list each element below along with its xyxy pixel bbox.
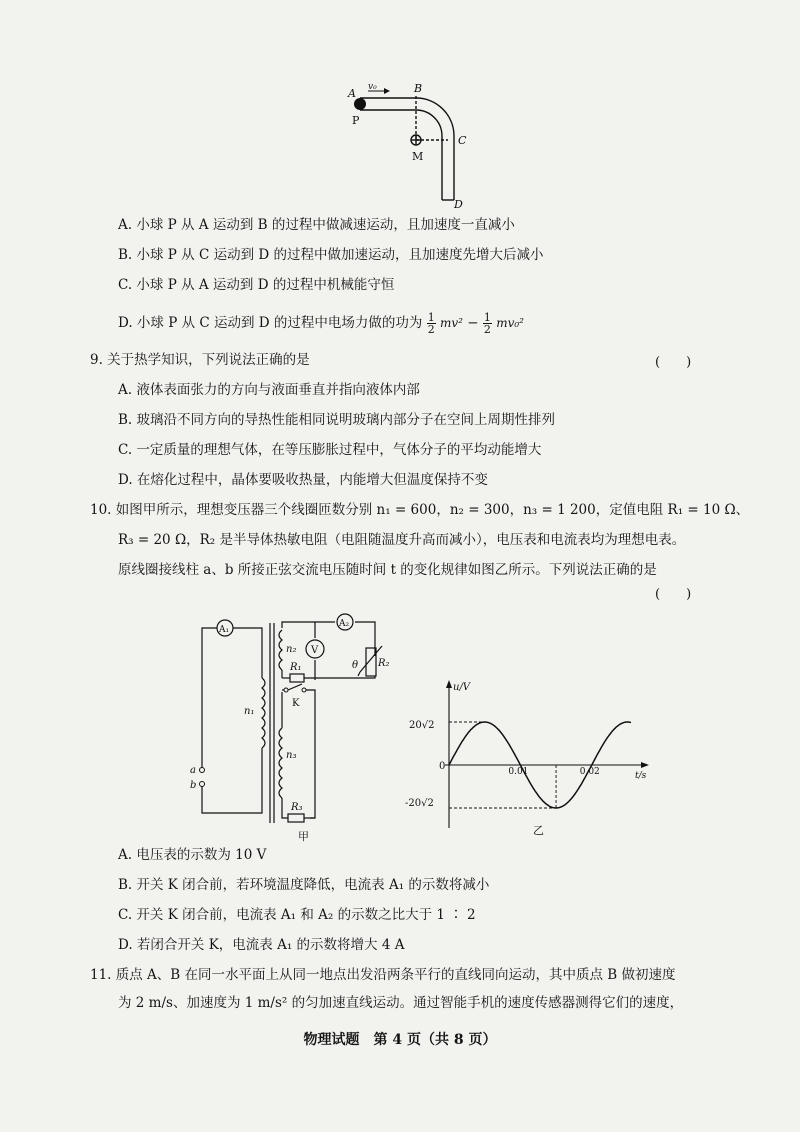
label-n2: n₂ — [286, 644, 297, 655]
q10-stem-line2: R₃ = 20 Ω，R₂ 是半导体热敏电阻（电阻随温度升高而减小），电压表和电流表均为理想电表。 — [118, 532, 686, 548]
y-tick-min: -20√2 — [405, 798, 434, 809]
label-R3: R₃ — [291, 802, 303, 813]
x-tick-0.01: 0.01 — [508, 767, 529, 777]
tube-figure — [340, 80, 490, 210]
label-P: P — [352, 114, 360, 127]
label-theta: θ — [352, 660, 359, 671]
q10-option-a: A. 电压表的示数为 10 V — [118, 847, 267, 863]
q9-option-a: A. 液体表面张力的方向与液面垂直并指向液体内部 — [118, 382, 420, 398]
q9-option-c: C. 一定质量的理想气体，在等压膨胀过程中，气体分子的平均动能增大 — [118, 442, 542, 458]
voltmeter-label: V — [311, 645, 319, 656]
q11-stem-line2: 为 2 m/s、加速度为 1 m/s² 的匀加速直线运动。通过智能手机的速度传感器测得它们的速度， — [118, 995, 684, 1011]
label-A: A — [348, 87, 356, 100]
q10-stem-line3: 原线圈接线柱 a、b 所接正弦交流电压随时间 t 的变化规律如图乙所示。下列说法正确的是 — [118, 562, 657, 578]
q10-option-c: C. 开关 K 闭合前，电流表 A₁ 和 A₂ 的示数之比大于 1 ∶ 2 — [118, 907, 476, 923]
label-R1: R₁ — [290, 662, 302, 673]
fraction-half-2: $\frac{1}{2}$ — [483, 311, 491, 336]
fraction-half-1: $\frac{1}{2}$ — [427, 311, 435, 336]
label-b: b — [190, 780, 197, 791]
label-n1: n₁ — [244, 706, 255, 717]
label-D: D — [454, 198, 463, 210]
transformer-circuit — [180, 608, 390, 848]
ammeter-a2-label: A₂ — [339, 619, 350, 629]
q9-answer-paren: ( ) — [655, 355, 692, 370]
label-B: B — [414, 82, 423, 95]
term-mv0-2: mv₀² — [496, 316, 524, 330]
chart-caption: 乙 — [533, 824, 544, 837]
q8-option-d-text: D. 小球 P 从 C 运动到 D 的过程中电场力做的功为 — [118, 315, 423, 331]
label-C: C — [458, 134, 467, 147]
ammeter-a1-label: A₁ — [219, 625, 230, 635]
label-a: a — [190, 765, 196, 776]
label-M: M — [412, 150, 424, 163]
q8-option-a: A. 小球 P 从 A 运动到 B 的过程中做减速运动，且加速度一直减小 — [118, 217, 515, 233]
q8-option-d — [118, 312, 524, 335]
q10-option-b: B. 开关 K 闭合前，若环境温度降低，电流表 A₁ 的示数将减小 — [118, 877, 490, 893]
label-v0: v₀ — [368, 82, 377, 92]
x-axis-label: t/s — [635, 771, 647, 781]
circuit-caption: 甲 — [298, 830, 309, 843]
y-tick-max: 20√2 — [409, 720, 435, 731]
label-R2: R₂ — [378, 658, 390, 669]
y-axis-label: u/V — [453, 682, 471, 693]
page-footer: 物理试题 第 4 页（共 8 页） — [303, 1032, 497, 1048]
origin-label: 0 — [439, 761, 446, 772]
q10-option-d: D. 若闭合开关 K，电流表 A₁ 的示数将增大 4 A — [118, 937, 405, 953]
q11-stem-line1: 11. 质点 A、B 在同一水平面上从同一地点出发沿两条平行的直线同向运动，其中质点 B 做初速度 — [90, 967, 676, 983]
voltage-waveform-chart — [405, 678, 655, 838]
q10-stem-line1: 10. 如图甲所示，理想变压器三个线圈匝数分别 n₁ = 600，n₂ = 300，n₃ = 1 200，定值电阻 R₁ = 10 Ω、 — [90, 502, 750, 518]
x-tick-0.02: 0.02 — [579, 767, 600, 777]
label-K: K — [292, 698, 300, 709]
q9-stem: 9. 关于热学知识，下列说法正确的是 — [90, 352, 310, 368]
q8-option-b: B. 小球 P 从 C 运动到 D 的过程中做加速运动，且加速度先增大后减小 — [118, 247, 544, 263]
label-n3: n₃ — [286, 750, 297, 761]
q10-answer-paren: ( ) — [655, 587, 692, 602]
q9-option-d: D. 在熔化过程中，晶体要吸收热量，内能增大但温度保持不变 — [118, 472, 488, 488]
term-mv2: mv² — [440, 316, 463, 330]
q9-option-b: B. 玻璃沿不同方向的导热性能相同说明玻璃内部分子在空间上周期性排列 — [118, 412, 556, 428]
q8-option-c: C. 小球 P 从 A 运动到 D 的过程中机械能守恒 — [118, 277, 395, 293]
minus-sign: − — [467, 315, 479, 331]
